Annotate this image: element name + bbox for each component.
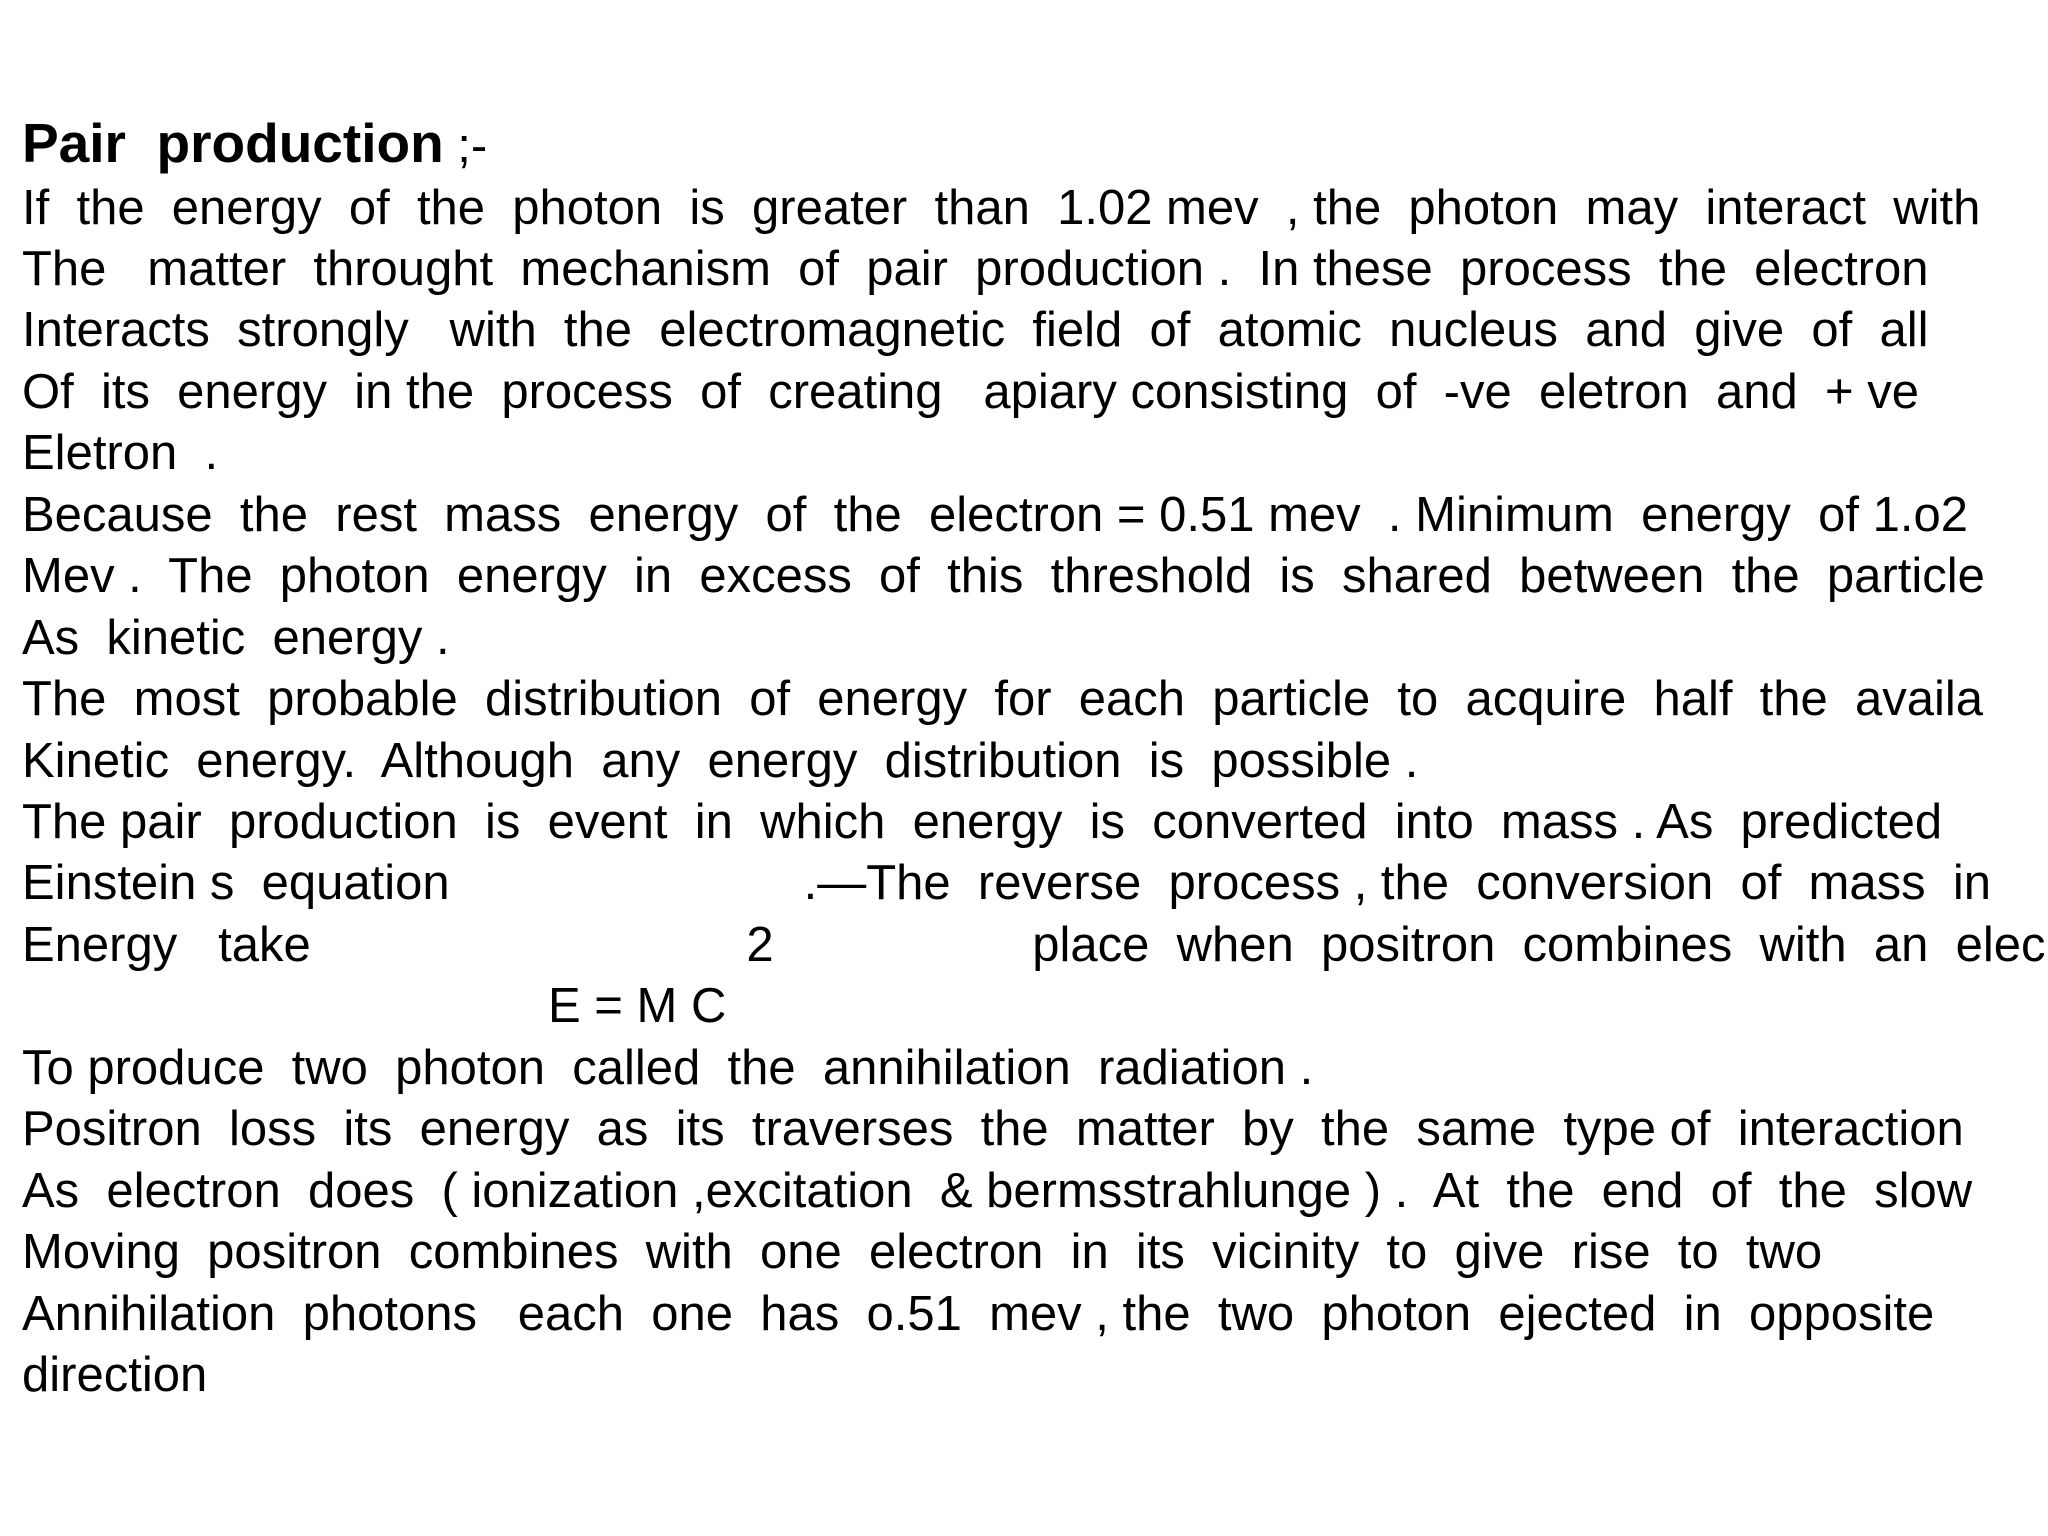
body-line-19: Annihilation photons each one has o.51 mev , the two photon ejected in opposite [22, 1287, 1935, 1341]
title-suffix: ;- [443, 119, 488, 173]
body-line-9: The most probable distribution of energy for each particle to acquire half the availa [22, 672, 1984, 726]
body-line-4: Of its energy in the process of creating apiary consisting of -ve eletron and + ve [22, 365, 1919, 419]
einstein-equation: E = M C [548, 979, 727, 1033]
body-line-13: Energy take 2 place when positron combines with an elec [22, 918, 2046, 972]
body-line-6: Because the rest mass energy of the electron = 0.51 mev . Minimum energy of 1.o2 [22, 488, 1968, 542]
body-line-17: As electron does ( ionization ,excitation & bermsstrahlunge ) . At the end of the slow [22, 1164, 1973, 1218]
body-line-5: Eletron . [22, 426, 219, 480]
body-line-1: If the energy of the photon is greater than 1.02 mev , the photon may interact with [22, 181, 1981, 235]
body-line-10: Kinetic energy. Although any energy distribution is possible . [22, 734, 1419, 788]
body-line-7: Mev . The photon energy in excess of this threshold is shared between the particle [22, 549, 1985, 603]
body-line-15: To produce two photon called the annihilation radiation . [22, 1041, 1314, 1095]
body-line-20: direction [22, 1348, 208, 1402]
body-line-8: As kinetic energy . [22, 611, 450, 665]
body-line-18: Moving positron combines with one electron in its vicinity to give rise to two [22, 1225, 1823, 1279]
body-line-2: The matter throught mechanism of pair production . In these process the electron [22, 242, 1929, 296]
body-line-3: Interacts strongly with the electromagnetic field of atomic nucleus and give of all [22, 303, 1929, 357]
body-line-11: The pair production is event in which energy is converted into mass . As predicted [22, 795, 1943, 849]
body-line-16: Positron loss its energy as its traverses the matter by the same type of interaction [22, 1102, 1964, 1156]
title-heading: Pair production [22, 112, 444, 174]
page-title [22, 110, 487, 179]
body-line-12: Einstein s equation .—The reverse process , the conversion of mass in [22, 856, 1991, 910]
